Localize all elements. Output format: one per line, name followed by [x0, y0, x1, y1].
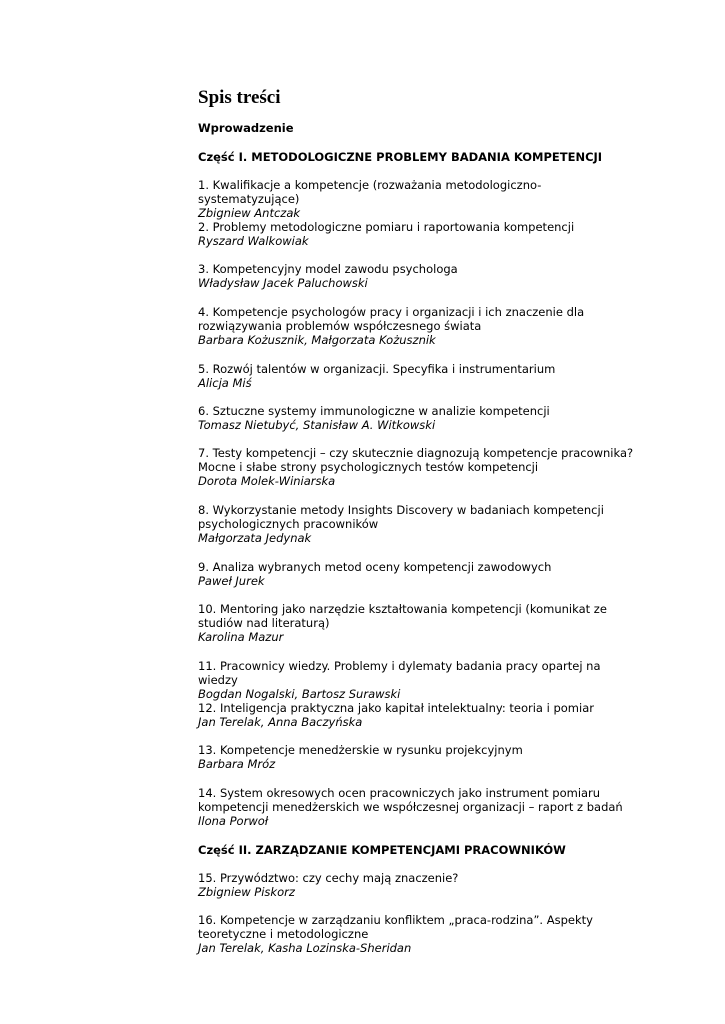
entry-title: 5. Rozwój talentów w organizacji. Specyfika i instrumentarium	[198, 362, 556, 376]
entry-author: Władysław Jacek Paluchowski	[198, 276, 368, 290]
entry-title: 13. Kompetencje menedżerskie w rysunku projekcyjnym	[198, 743, 523, 757]
entry-author: Jan Terelak, Kasha Lozinska-Sheridan	[198, 941, 412, 955]
entry-title: 6. Sztuczne systemy immunologiczne w analizie kompetencji	[198, 404, 550, 418]
entry-title: 10. Mentoring jako narzędzie kształtowania kompetencji (komunikat ze studiów nad literaturą)	[198, 602, 607, 630]
toc-entry	[198, 446, 638, 488]
entry-author: Barbara Mróz	[198, 757, 276, 771]
toc-entry	[198, 305, 638, 347]
entry-author: Barbara Kożusznik, Małgorzata Kożusznik	[198, 333, 436, 347]
entry-title: 9. Analiza wybranych metod oceny kompetencji zawodowych	[198, 560, 552, 574]
toc-entry	[198, 659, 638, 701]
entry-author: Ryszard Walkowiak	[198, 234, 309, 248]
entry-author: Małgorzata Jedynak	[198, 531, 312, 545]
toc-entry	[198, 404, 638, 432]
entry-title: 4. Kompetencje psychologów pracy i organizacji i ich znaczenie dla rozwiązywania problemów współczesnego świata	[198, 305, 585, 333]
toc-entry	[198, 178, 638, 220]
entry-author: Ilona Porwoł	[198, 814, 269, 828]
entry-title: 14. System okresowych ocen pracowniczych jako instrument pomiaru kompetencji menedżerskich we współczesnej organizacji – raport z badań	[198, 786, 623, 814]
toc-entry	[198, 503, 638, 545]
toc-entry	[198, 701, 638, 729]
entry-author: Jan Terelak, Anna Baczyńska	[198, 715, 363, 729]
part-2-heading: Część II. ZARZĄDZANIE KOMPETENCJAMI PRACOWNIKÓW	[198, 843, 566, 857]
entry-author: Alicja Miś	[198, 376, 252, 390]
entry-author: Paweł Jurek	[198, 574, 265, 588]
entry-author: Zbigniew Antczak	[198, 206, 301, 220]
toc-entry	[198, 362, 638, 390]
entry-author: Zbigniew Piskorz	[198, 885, 295, 899]
toc-entry	[198, 220, 638, 248]
entry-title: 11. Pracownicy wiedzy. Problemy i dylematy badania pracy opartej na wiedzy	[198, 659, 601, 687]
toc-entry	[198, 743, 638, 771]
part-1-heading: Część I. METODOLOGICZNE PROBLEMY BADANIA KOMPETENCJI	[198, 150, 603, 164]
toc-entry	[198, 602, 638, 644]
entry-title: 7. Testy kompetencji – czy skutecznie diagnozują kompetencje pracownika? Mocne i słabe strony psychologicznych testów kompetencji	[198, 446, 634, 474]
intro-heading: Wprowadzenie	[198, 121, 294, 135]
toc-entry	[198, 262, 638, 290]
entry-title: 3. Kompetencyjny model zawodu psychologa	[198, 262, 458, 276]
toc-entry	[198, 913, 638, 955]
entry-author: Karolina Mazur	[198, 630, 284, 644]
entry-author: Tomasz Nietubyć, Stanisław A. Witkowski	[198, 418, 436, 432]
entry-title: 16. Kompetencje w zarządzaniu konfliktem „praca-rodzina”. Aspekty teoretyczne i metodologiczne	[198, 913, 593, 941]
entry-author: Dorota Molek-Winiarska	[198, 474, 336, 488]
entry-title: 1. Kwalifikacje a kompetencje (rozważania metodologiczno-systematyzujące)	[198, 178, 542, 206]
toc-entry	[198, 871, 638, 899]
entry-title: 12. Inteligencja praktyczna jako kapitał intelektualny: teoria i pomiar	[198, 701, 594, 715]
entry-title: 2. Problemy metodologiczne pomiaru i raportowania kompetencji	[198, 220, 575, 234]
entry-title: 15. Przywództwo: czy cechy mają znaczenie?	[198, 871, 459, 885]
entry-author: Bogdan Nogalski, Bartosz Surawski	[198, 687, 401, 701]
page-title: Spis treści	[198, 87, 281, 108]
entry-title: 8. Wykorzystanie metody Insights Discovery w badaniach kompetencji psychologicznych pracowników	[198, 503, 604, 531]
toc-entry	[198, 560, 638, 588]
toc-entry	[198, 786, 638, 828]
